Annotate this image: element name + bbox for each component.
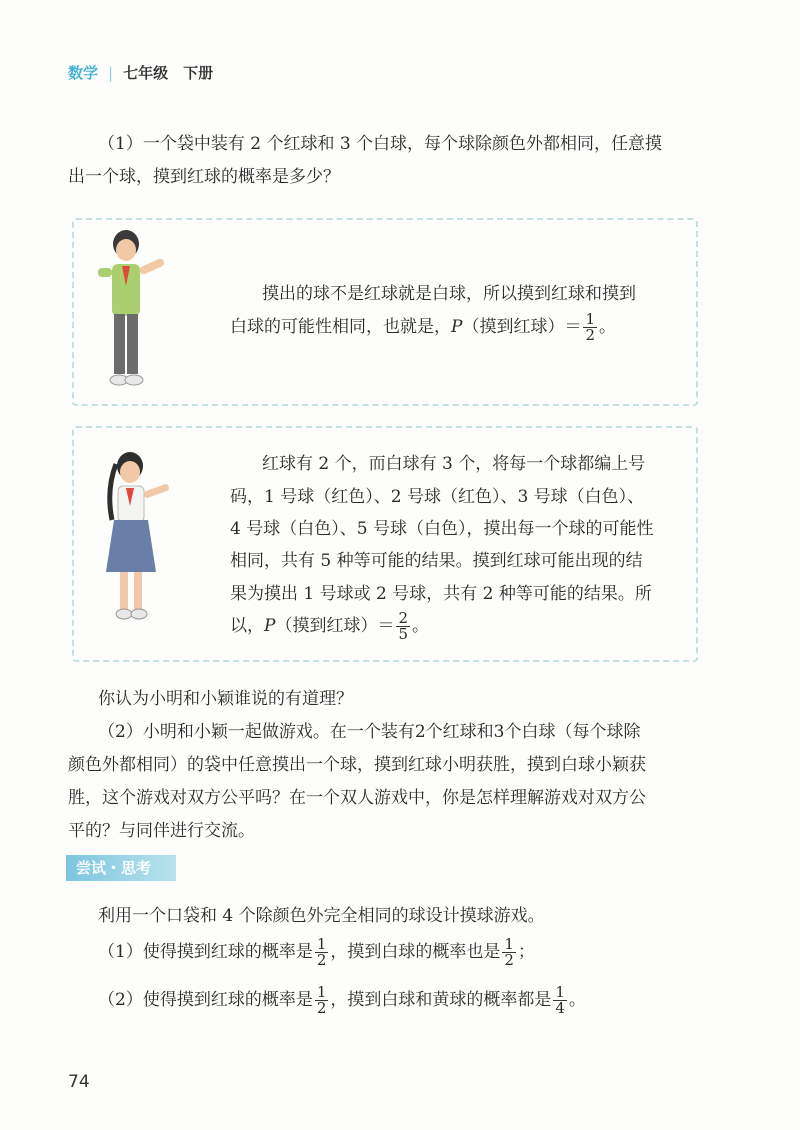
item-2-text-a: （2）使得摸到红球的概率是 [98, 990, 313, 1010]
fraction-numerator: 1 [555, 983, 565, 1001]
boy-text-line-2 [230, 311, 616, 344]
fraction-denominator: 2 [504, 951, 514, 969]
header-subject: 数学 [68, 64, 99, 82]
probability-symbol: P [451, 317, 463, 337]
fraction-numerator: 1 [316, 935, 327, 953]
fraction-numerator: 1 [316, 983, 327, 1001]
question-2-line-2: 颜色外都相同）的袋中任意摸出一个球，摸到红球小明获胜，摸到白球小颖获 [68, 755, 646, 775]
try-think-item-1 [98, 936, 535, 969]
page-number: 74 [68, 1072, 90, 1092]
question-2-line-1: （2）小明和小颖一起做游戏。在一个装有2个红球和3个白球（每个球除 [98, 722, 641, 742]
header-grade: 七年级 下册 [123, 64, 214, 82]
boy-text-line-1: 摸出的球不是红球就是白球，所以摸到红球和摸到 [262, 284, 636, 304]
girl-text-line-5: 果为摸出 1 号球或 2 号球，共有 2 种等可能的结果。所 [230, 584, 652, 604]
item-1-text-b: ，摸到白球的概率也是 [330, 942, 501, 962]
try-think-item-2 [98, 984, 586, 1017]
fraction-numerator: 1 [504, 935, 514, 953]
girl-text-line-6-start: 以， [230, 616, 264, 636]
fraction-one-half [502, 937, 516, 968]
girl-text-line-6 [230, 610, 429, 643]
discussion-question: 你认为小明和小颖谁说的有道理？ [98, 689, 353, 709]
girl-text-line-2: 码，1 号球（红色）、2 号球（红色）、3 号球（白色）、 [230, 487, 645, 507]
fraction-two-fifths [396, 611, 410, 642]
fraction-one-half [315, 985, 329, 1016]
girl-text-end: 。 [412, 616, 429, 636]
item-2-end: 。 [568, 990, 586, 1010]
fraction-denominator: 2 [316, 999, 327, 1017]
girl-text-line-3: 4 号球（白色）、5 号球（白色），摸出每一个球的可能性 [230, 519, 654, 539]
question-1-line-2: 出一个球，摸到红球的概率是多少？ [68, 167, 340, 187]
question-2-line-4: 平的？与同伴进行交流。 [68, 821, 255, 841]
try-think-intro: 利用一个口袋和 4 个除颜色外完全相同的球设计摸球游戏。 [98, 906, 545, 926]
fraction-numerator: 1 [585, 310, 595, 328]
boy-text-end: 。 [599, 317, 616, 337]
fraction-denominator: 2 [585, 326, 595, 344]
fraction-numerator: 2 [398, 609, 408, 627]
girl-text-line-6-mid: （摸到红球）＝ [275, 616, 395, 636]
girl-text-line-4: 相同，共有 5 种等可能的结果。摸到红球可能出现的结 [230, 551, 643, 571]
fraction-denominator: 4 [555, 999, 565, 1017]
item-1-end: ； [517, 942, 535, 962]
running-header [68, 62, 213, 83]
girl-text-line-1: 红球有 2 个，而白球有 3 个，将每一个球都编上号 [262, 454, 646, 474]
fraction-one-half [315, 937, 329, 968]
boy-text-line-2-mid: （摸到红球）＝ [462, 317, 582, 337]
fraction-denominator: 5 [398, 625, 408, 643]
question-1 [98, 128, 662, 161]
item-2-text-b: ，摸到白球和黄球的概率都是 [330, 990, 552, 1010]
boy-text-line-2-start: 白球的可能性相同，也就是， [230, 317, 451, 337]
fraction-denominator: 2 [316, 951, 327, 969]
fraction-one-half [583, 312, 597, 343]
fraction-one-quarter [553, 985, 567, 1016]
header-separator: | [108, 64, 114, 82]
girl-illustration [96, 450, 182, 630]
question-1-line-1: （1）一个袋中装有 2 个红球和 3 个白球，每个球除颜色外都相同，任意摸 [98, 134, 663, 154]
question-2-line-3: 胜，这个游戏对双方公平吗？在一个双人游戏中，你是怎样理解游戏对双方公 [68, 788, 646, 808]
question-1-cont [68, 161, 340, 194]
boy-illustration [92, 228, 176, 394]
probability-symbol: P [264, 616, 276, 636]
try-think-tag: 尝试・思考 [66, 855, 176, 881]
item-1-text-a: （1）使得摸到红球的概率是 [98, 942, 313, 962]
